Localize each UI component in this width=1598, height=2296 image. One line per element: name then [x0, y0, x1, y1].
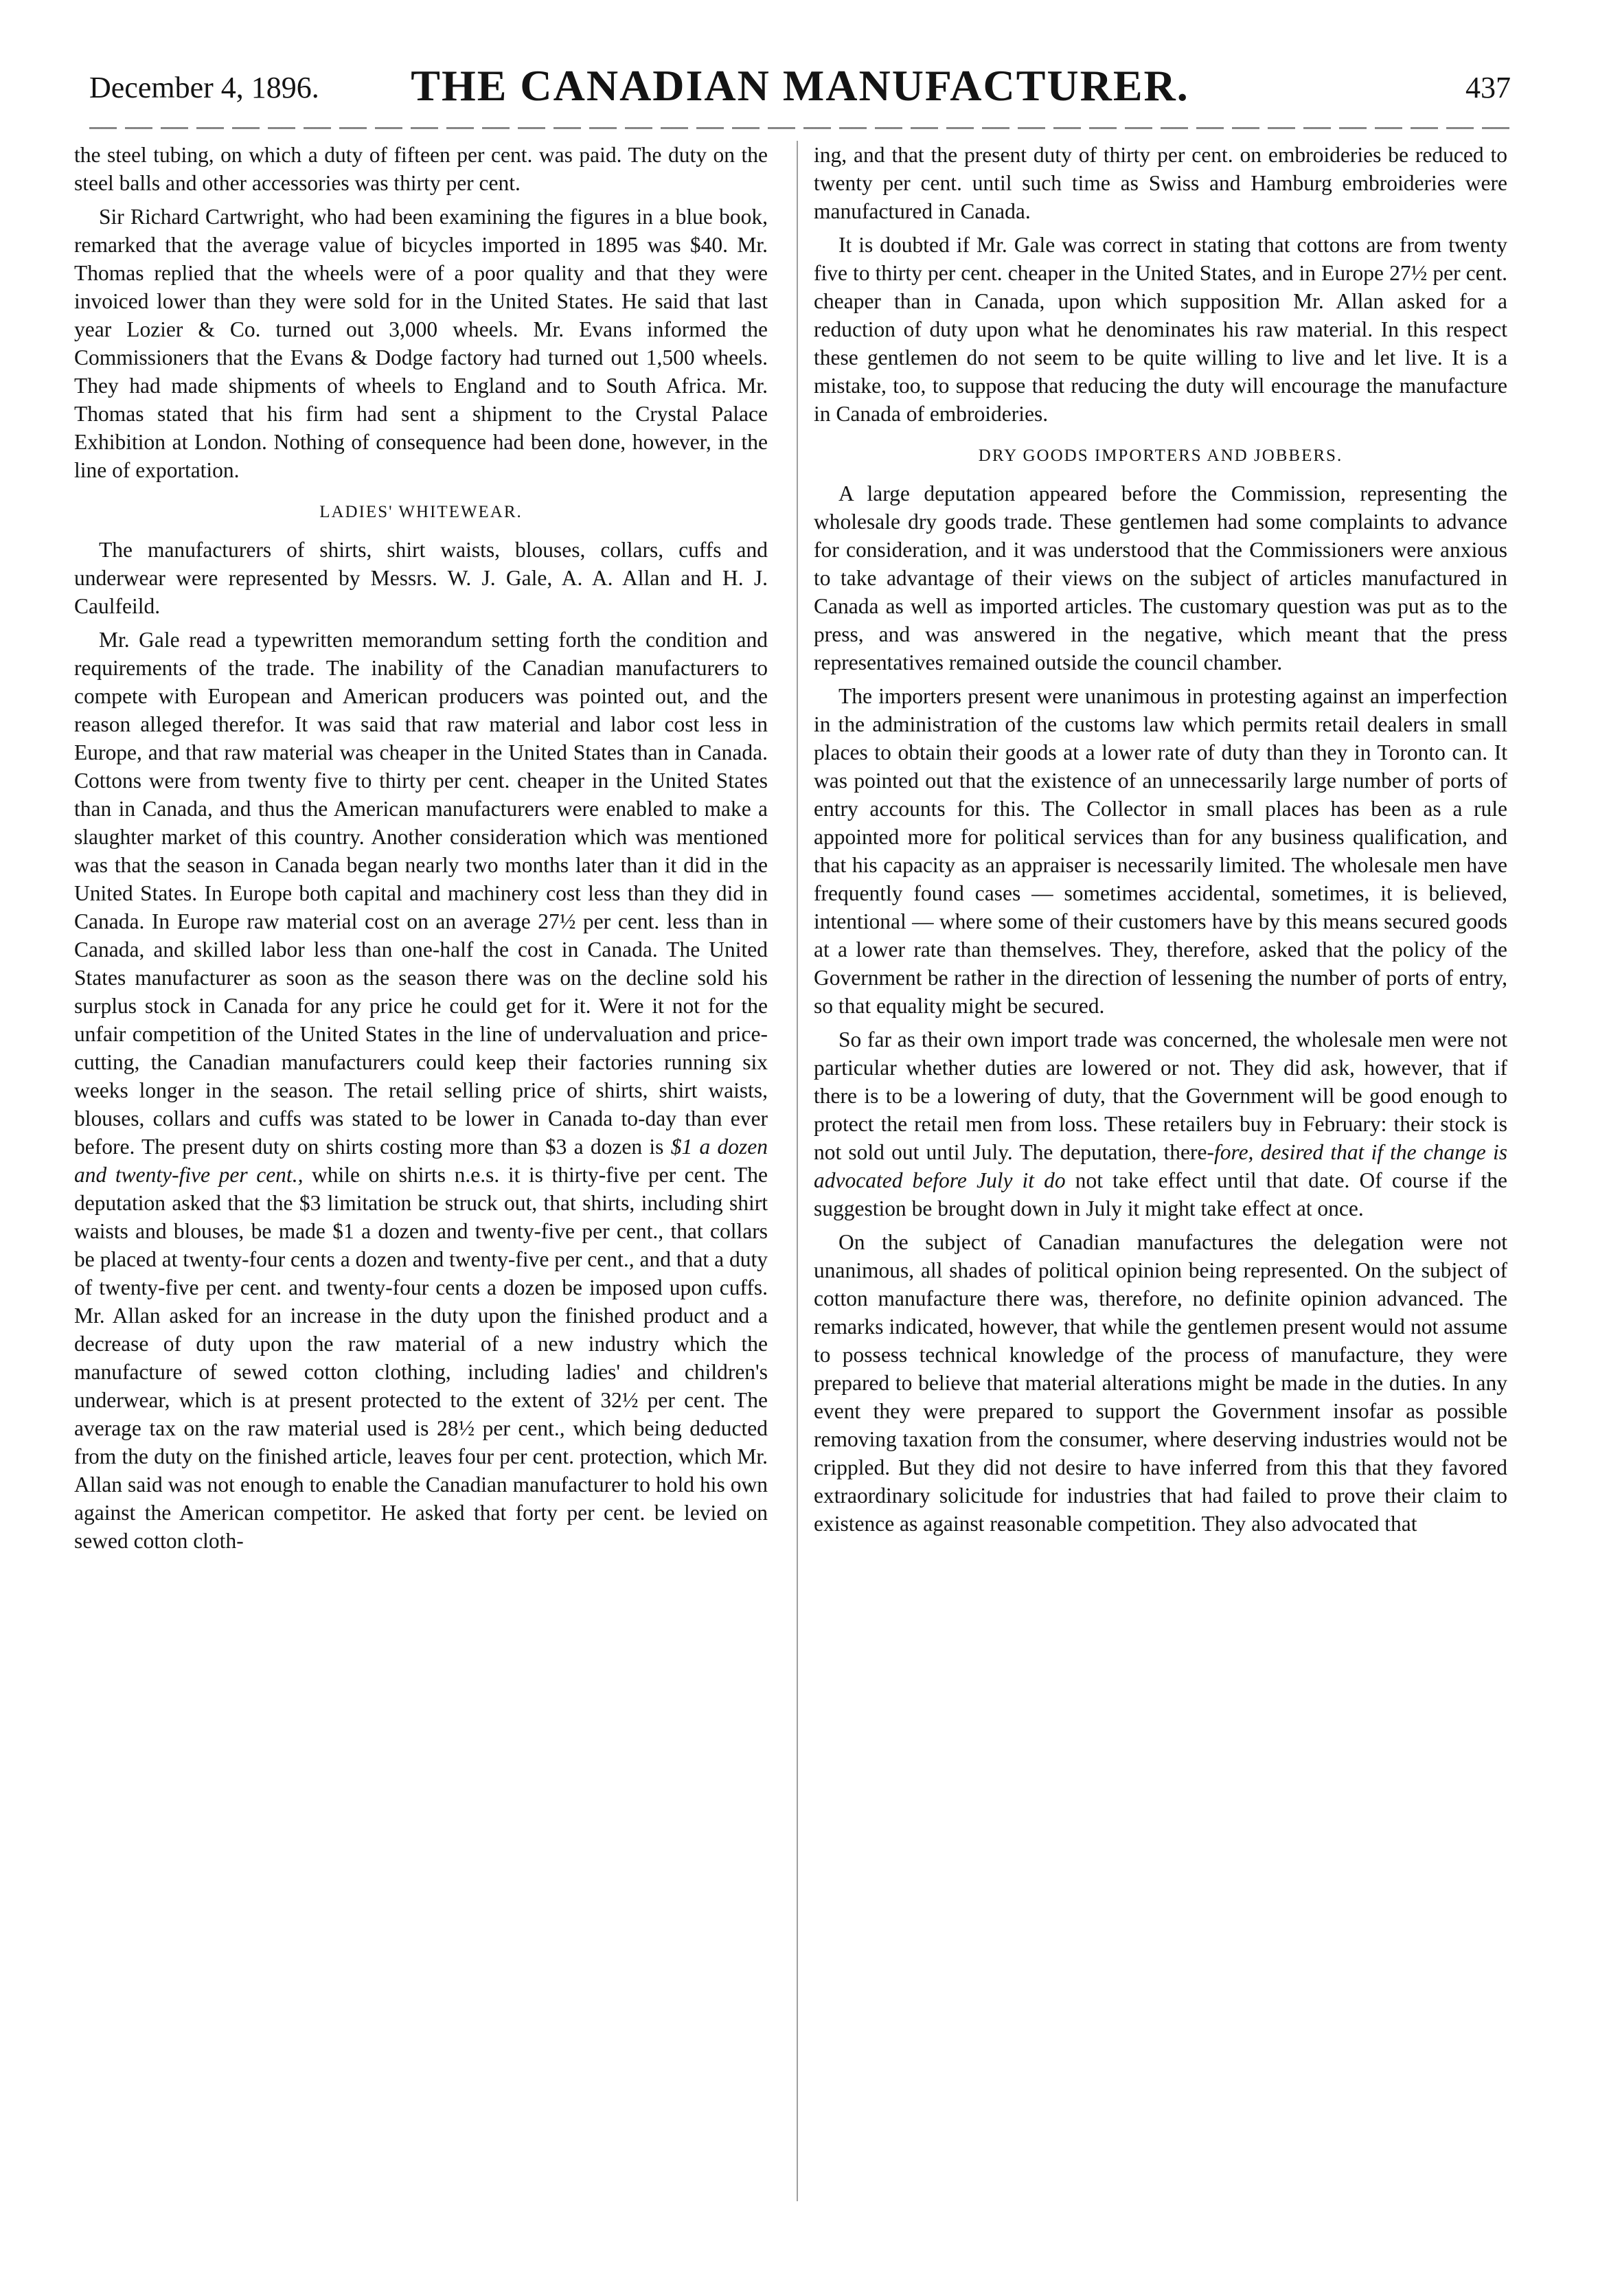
- text-run: Mr. Gale read a typewritten memorandum setting forth the condition and requirements of the trade. The inability of the Canadian manufacturers to compete with European and American producers was pointed out, and the reason alleged therefor. It was said that raw material and labor cost less in Europe, and that raw material was cheaper in the United States than in Canada. Cottons were from twenty five to thirty per cent. cheaper in the United States than in Canada, and thus the American manufacturers were enabled to make a slaughter market of this country. Another consideration which was mentioned was that the season in Canada began nearly two months later than it did in the United States. In Europe both capital and machinery cost less than they did in Canada. In Europe raw material cost on an average 27½ per cent. less than in Canada, and skilled labor less than one-half the cost in Canada. The United States manufacturer as soon as the season there was on the decline sold his surplus stock in Canada for any price he could get for it. Were it not for the unfair competition of the United States in the line of undervaluation and price-cutting, the Canadian manufacturers could keep their factories running six weeks longer in the season. The retail selling price of shirts, shirt waists, blouses, collars and cuffs was stated to be lower in Canada to-day than ever before. The present duty on shirts costing more than $3 a dozen is: [74, 628, 768, 1159]
- paragraph: ing, and that the present duty of thirty per cent. on embroideries be reduced to twenty per cent. until such time as Swiss and Hamburg embroideries were manufactured in Canada.: [814, 143, 1507, 223]
- page-header: [82, 60, 1518, 122]
- header-rule: [89, 127, 1518, 129]
- paragraph: Sir Richard Cartwright, who had been examining the figures in a blue book, remarked that the average value of bicycles imported in 1895 was $40. Mr. Thomas replied that the wheels were of a poor quality and that they were invoiced lower than they were sold for in the United States. He said that last year Lozier & Co. turned out 3,000 wheels. Mr. Evans informed the Commissioners that the Evans & Dodge factory had turned out 1,500 wheels. They had made shipments of wheels to England and to South Africa. Mr. Thomas stated that his firm had sent a shipment to the Crystal Palace Exhibition at London. Nothing of consequence had been done, however, in the line of exportation.: [74, 205, 768, 482]
- paragraph: A large deputation appeared before the Commission, representing the wholesale dry goods trade. These gentlemen had some complaints to advance for consideration, and it was understood that the Commissioners were anxious to take advantage of their views on the subject of articles manufactured in Canada as well as imported articles. The customary question was put as to the press, and was answered in the negative, which meant that the press representatives remained outside the council chamber.: [814, 481, 1507, 674]
- paragraph: The importers present were unanimous in protesting against an imperfection in the administration of the customs law which permits retail dealers in small places to obtain their goods at a lower rate of duty than they in Toronto can. It was pointed out that the existence of an unnecessarily large number of ports of entry accounts for this. The Collector in small places has been as a rule appointed more for political services than for any business qualification, and that his capacity as an appraiser is necessarily limited. The wholesale men have frequently found cases — sometimes accidental, sometimes, it is believed, intentional — where some of their customers have by this means secured goods at a lower rate than themselves. They, therefore, asked that the policy of the Government be rather in the direction of lessening the number of ports of entry, so that equality might be secured.: [814, 684, 1507, 1018]
- section-heading: DRY GOODS IMPORTERS AND JOBBERS.: [978, 446, 1343, 465]
- page-number: 437: [1465, 71, 1511, 104]
- paragraph: It is doubted if Mr. Gale was correct in stating that cottons are from twenty five to thirty per cent. cheaper in the United States, and in Europe 27½ per cent. cheaper than in Canada, upon which supposition Mr. Allan asked for a reduction of duty upon what he denominates his raw material. In this respect these gentlemen do not seem to be quite willing to live and let live. It is a mistake, too, to suppose that reducing the duty will encourage the manufacture in Canada of embroideries.: [814, 233, 1507, 426]
- paragraph: [814, 1025, 1507, 1223]
- text-run: not take effect until that date. Of course if the suggestion be brought down in July it might take effect at once.: [814, 1168, 1508, 1220]
- issue-date: December 4, 1896.: [89, 71, 319, 104]
- column-divider: [797, 141, 798, 2201]
- publication-title: THE CANADIAN MANUFACTURER.: [411, 61, 1189, 110]
- paragraph: the steel tubing, on which a duty of fifteen per cent. was paid. The duty on the steel balls and other accessories was thirty per cent.: [74, 143, 768, 195]
- section-heading: LADIES' WHITEWEAR.: [319, 503, 523, 521]
- paragraph: [74, 626, 768, 1555]
- paragraph: On the subject of Canadian manufactures the delegation were not unanimous, all shades of political opinion being represented. On the subject of cotton manufacture there was, therefore, no definite opinion advanced. The remarks indicated, however, that while the gentlemen present would not assume to possess technical knowledge of the process of manufacture, they were prepared to believe that material alterations might be made in the duties. In any event they were prepared to support the Government insofar as possible removing taxation from the consumer, where deserving industries would not be crippled. But they did not desire to have inferred from this that they favored extraordinary solicitude for industries that had failed to prove their claim to existence as against reasonable competition. They also advocated that: [814, 1230, 1507, 1536]
- text-run: So far as their own import trade was concerned, the wholesale men were not particular whether duties are lowered or not. They did ask, however, that if there is to be a lowering of duty, that the Government will be good enough to protect the retail men from loss. These retailers buy in February: their stock is not sold out until July. The deputation, there-: [814, 1027, 1507, 1164]
- left-column: [74, 141, 768, 1560]
- italic-run: $1 a dozen and twenty-five per cent.,: [74, 1135, 768, 1187]
- paragraph: The manufacturers of shirts, shirt waists, blouses, collars, cuffs and underwear were represented by Messrs. W. J. Gale, A. A. Allan and H. J. Caulfeild.: [74, 538, 768, 618]
- italic-run: fore, desired that if the change is advocated before July it do: [814, 1140, 1507, 1192]
- right-column: [814, 141, 1507, 1543]
- text-run: while on shirts n.e.s. it is thirty-five per cent. The deputation asked that the $3 limitation be struck out, that shirts, including shirt waists and blouses, be made $1 a dozen and twenty-five per cent., that collars be placed at twenty-four cents a dozen and twenty-five per cent., and that a duty of twenty-five per cent. and twenty-four cents a dozen be imposed upon cuffs. Mr. Allan asked for an increase in the duty upon the finished product and a decrease of duty upon the raw material of a new industry which the manufacture of sewed cotton clothing, including ladies' and children's underwear, which is at present protected to the extent of 32½ per cent. The average tax on the raw material used is 28½ per cent., which being deducted from the duty on the finished article, leaves four per cent. protection, which Mr. Allan said was not enough to enable the Canadian manufacturer to hold his own against the American competitor. He asked that forty per cent. be levied on sewed cotton cloth-: [74, 1163, 768, 1553]
